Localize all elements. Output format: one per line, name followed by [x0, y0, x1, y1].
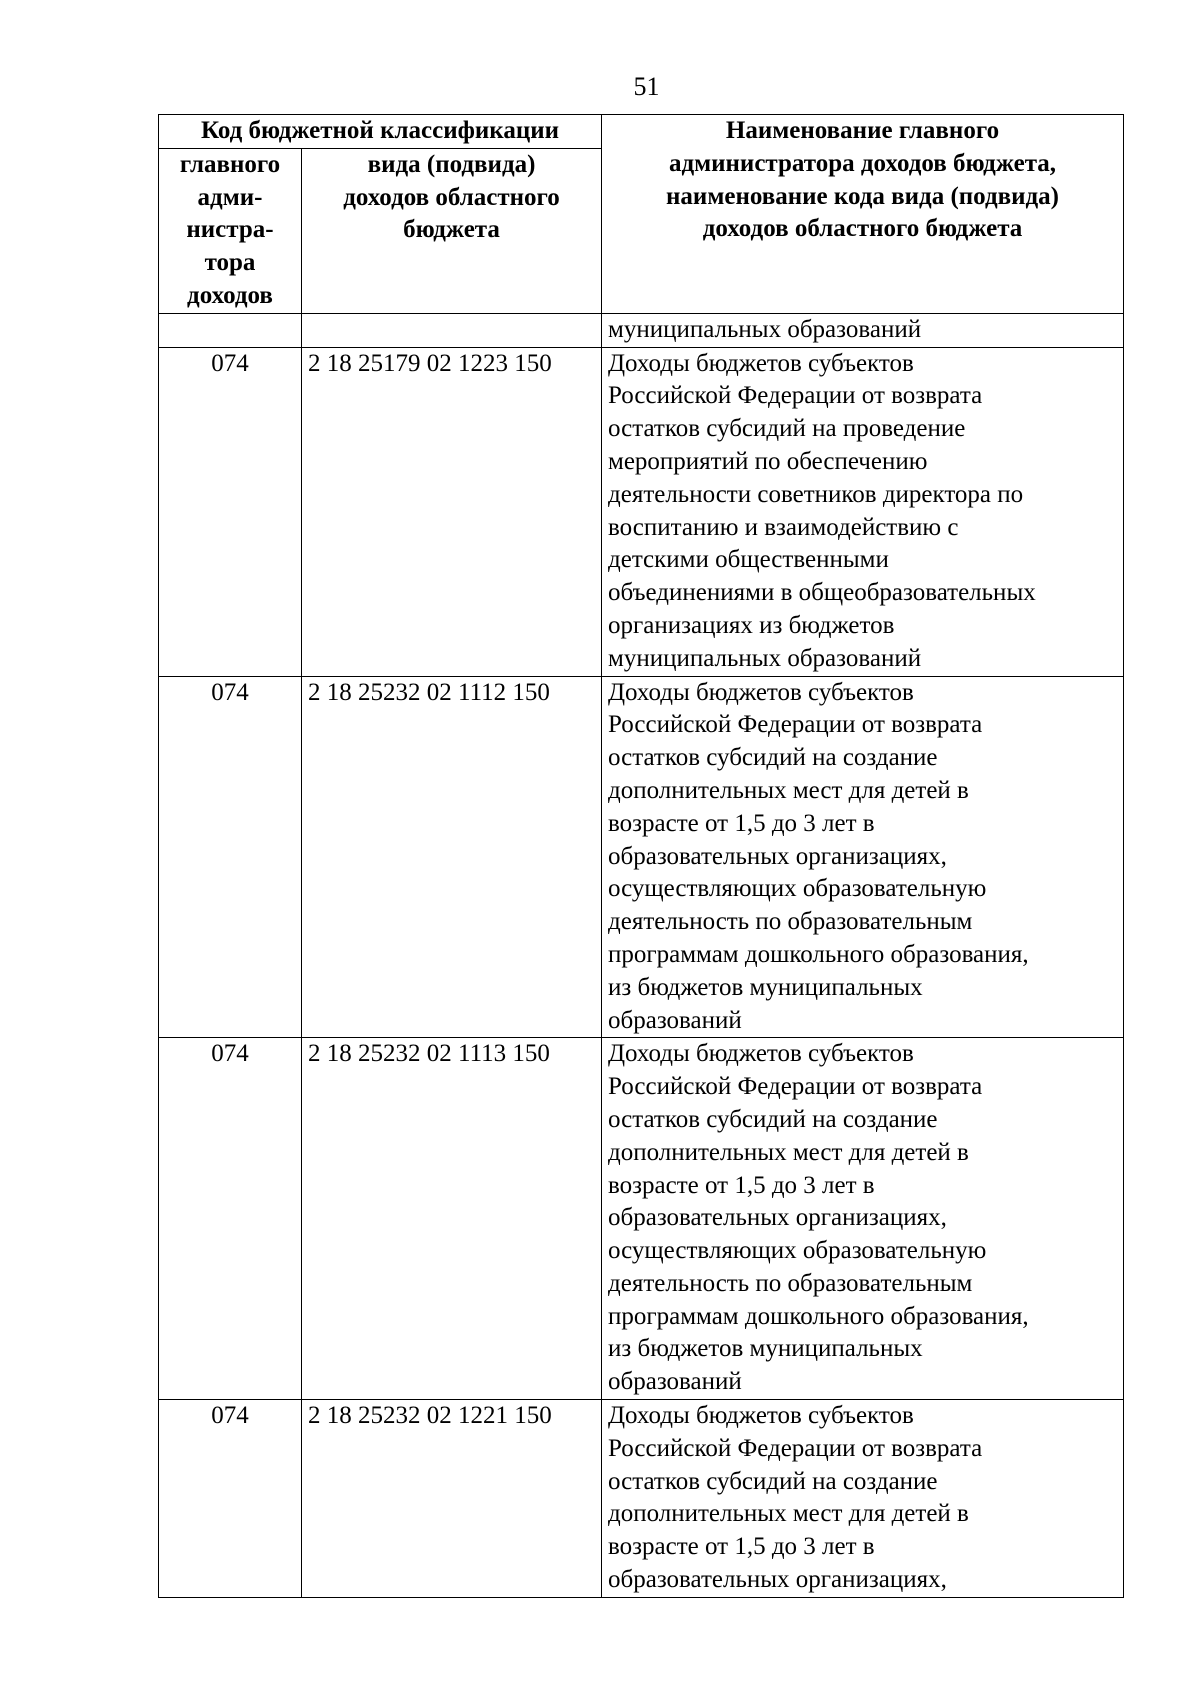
revenue-name-line: дополнительных мест для детей в — [608, 776, 969, 804]
table-row — [159, 1038, 1124, 1400]
revenue-name-line: остатков субсидий на создание — [608, 1105, 938, 1133]
revenue-name-cell — [602, 1400, 1124, 1598]
revenue-name-line: дополнительных мест для детей в — [608, 1500, 969, 1528]
header-admin-line: нистра- — [186, 216, 274, 244]
revenue-name-line: Доходы бюджетов субъектов — [608, 1040, 914, 1068]
revenue-name-line: организациях из бюджетов — [608, 611, 895, 639]
revenue-name-line: деятельности советников директора по — [608, 480, 1024, 508]
revenue-name-line: осуществляющих образовательную — [608, 875, 987, 903]
revenue-name-line: возрасте от 1,5 до 3 лет в — [608, 809, 875, 837]
revenue-name-line: Российской Федерации от возврата — [608, 382, 983, 410]
revenue-code-cell: 2 18 25232 02 1112 150 — [302, 676, 602, 1038]
revenue-name-line: детскими общественными — [608, 546, 889, 574]
header-name-line: администратора доходов бюджета, — [668, 149, 1057, 177]
header-name-line: доходов областного бюджета — [702, 215, 1023, 243]
revenue-name-line: деятельность по образовательным — [608, 1269, 973, 1297]
revenue-code-cell: 2 18 25179 02 1223 150 — [302, 347, 602, 676]
header-name-line: наименование кода вида (подвида) — [666, 182, 1059, 210]
header-name-line: Наименование главного — [725, 117, 1000, 144]
revenue-name-line: Доходы бюджетов субъектов — [608, 349, 914, 377]
admin-code-cell — [159, 313, 302, 347]
header-row-group — [159, 115, 1124, 149]
revenue-name-line: Доходы бюджетов субъектов — [608, 1402, 914, 1430]
revenue-name-line: программам дошкольного образования, — [608, 1302, 1029, 1330]
revenue-name-cell — [602, 1038, 1124, 1400]
revenue-name-line: образовательных организациях, — [608, 842, 947, 870]
header-admin-column — [159, 148, 302, 313]
revenue-code-cell — [302, 313, 602, 347]
table-row — [159, 313, 1124, 347]
revenue-name-line: возрасте от 1,5 до 3 лет в — [608, 1171, 875, 1199]
revenue-name-line: дополнительных мест для детей в — [608, 1138, 969, 1166]
revenue-name-line: Российской Федерации от возврата — [608, 1073, 983, 1101]
revenue-name-line: остатков субсидий на создание — [608, 1467, 938, 1495]
page-number: 51 — [633, 72, 660, 101]
header-admin-line: главного — [179, 150, 281, 178]
header-admin-line: тора — [204, 249, 256, 277]
revenue-name-line: осуществляющих образовательную — [608, 1237, 987, 1265]
revenue-name-line: из бюджетов муниципальных — [608, 1335, 923, 1363]
revenue-name-line: муниципальных образований — [608, 644, 922, 672]
revenue-name-line: образований — [608, 1006, 742, 1034]
revenue-name-line: воспитанию и взаимодействию с — [608, 513, 959, 541]
revenue-name-line: образований — [608, 1368, 742, 1396]
header-code-column — [302, 148, 602, 313]
header-code-line: доходов областного — [343, 183, 560, 211]
header-name-column — [602, 115, 1124, 314]
revenue-name-line: остатков субсидий на проведение — [608, 415, 966, 443]
revenue-name-line: Российской Федерации от возврата — [608, 711, 983, 739]
revenue-code-cell: 2 18 25232 02 1113 150 — [302, 1038, 602, 1400]
revenue-name-cell — [602, 313, 1124, 347]
revenue-name-line: мероприятий по обеспечению — [608, 447, 928, 475]
revenue-name-line: из бюджетов муниципальных — [608, 973, 923, 1001]
header-code-line: бюджета — [403, 216, 500, 244]
revenue-name-line: образовательных организациях, — [608, 1566, 947, 1594]
revenue-name-line: остатков субсидий на создание — [608, 744, 938, 772]
table-row — [159, 676, 1124, 1038]
admin-code-cell: 074 — [159, 676, 302, 1038]
revenue-code-cell: 2 18 25232 02 1221 150 — [302, 1400, 602, 1598]
budget-classification-table — [158, 114, 1124, 1598]
table-body — [159, 313, 1124, 1597]
admin-code-cell: 074 — [159, 347, 302, 676]
revenue-name-line: муниципальных образований — [608, 315, 922, 343]
header-admin-line: доходов — [187, 281, 273, 309]
revenue-name-line: Российской Федерации от возврата — [608, 1434, 983, 1462]
table-row — [159, 1400, 1124, 1598]
revenue-name-line: образовательных организациях, — [608, 1204, 947, 1232]
admin-code-cell: 074 — [159, 1038, 302, 1400]
revenue-name-cell — [602, 347, 1124, 676]
header-code-group: Код бюджетной классификации — [159, 115, 602, 149]
revenue-name-cell — [602, 676, 1124, 1038]
revenue-name-line: программам дошкольного образования, — [608, 940, 1029, 968]
admin-code-cell: 074 — [159, 1400, 302, 1598]
revenue-name-line: деятельность по образовательным — [608, 908, 973, 936]
revenue-name-line: Доходы бюджетов субъектов — [608, 678, 914, 706]
revenue-name-line: объединениями в общеобразовательных — [608, 579, 1036, 607]
header-code-line: вида (подвида) — [367, 150, 536, 178]
revenue-name-line: возрасте от 1,5 до 3 лет в — [608, 1533, 875, 1561]
header-admin-line: адми- — [197, 183, 263, 211]
table-row — [159, 347, 1124, 676]
